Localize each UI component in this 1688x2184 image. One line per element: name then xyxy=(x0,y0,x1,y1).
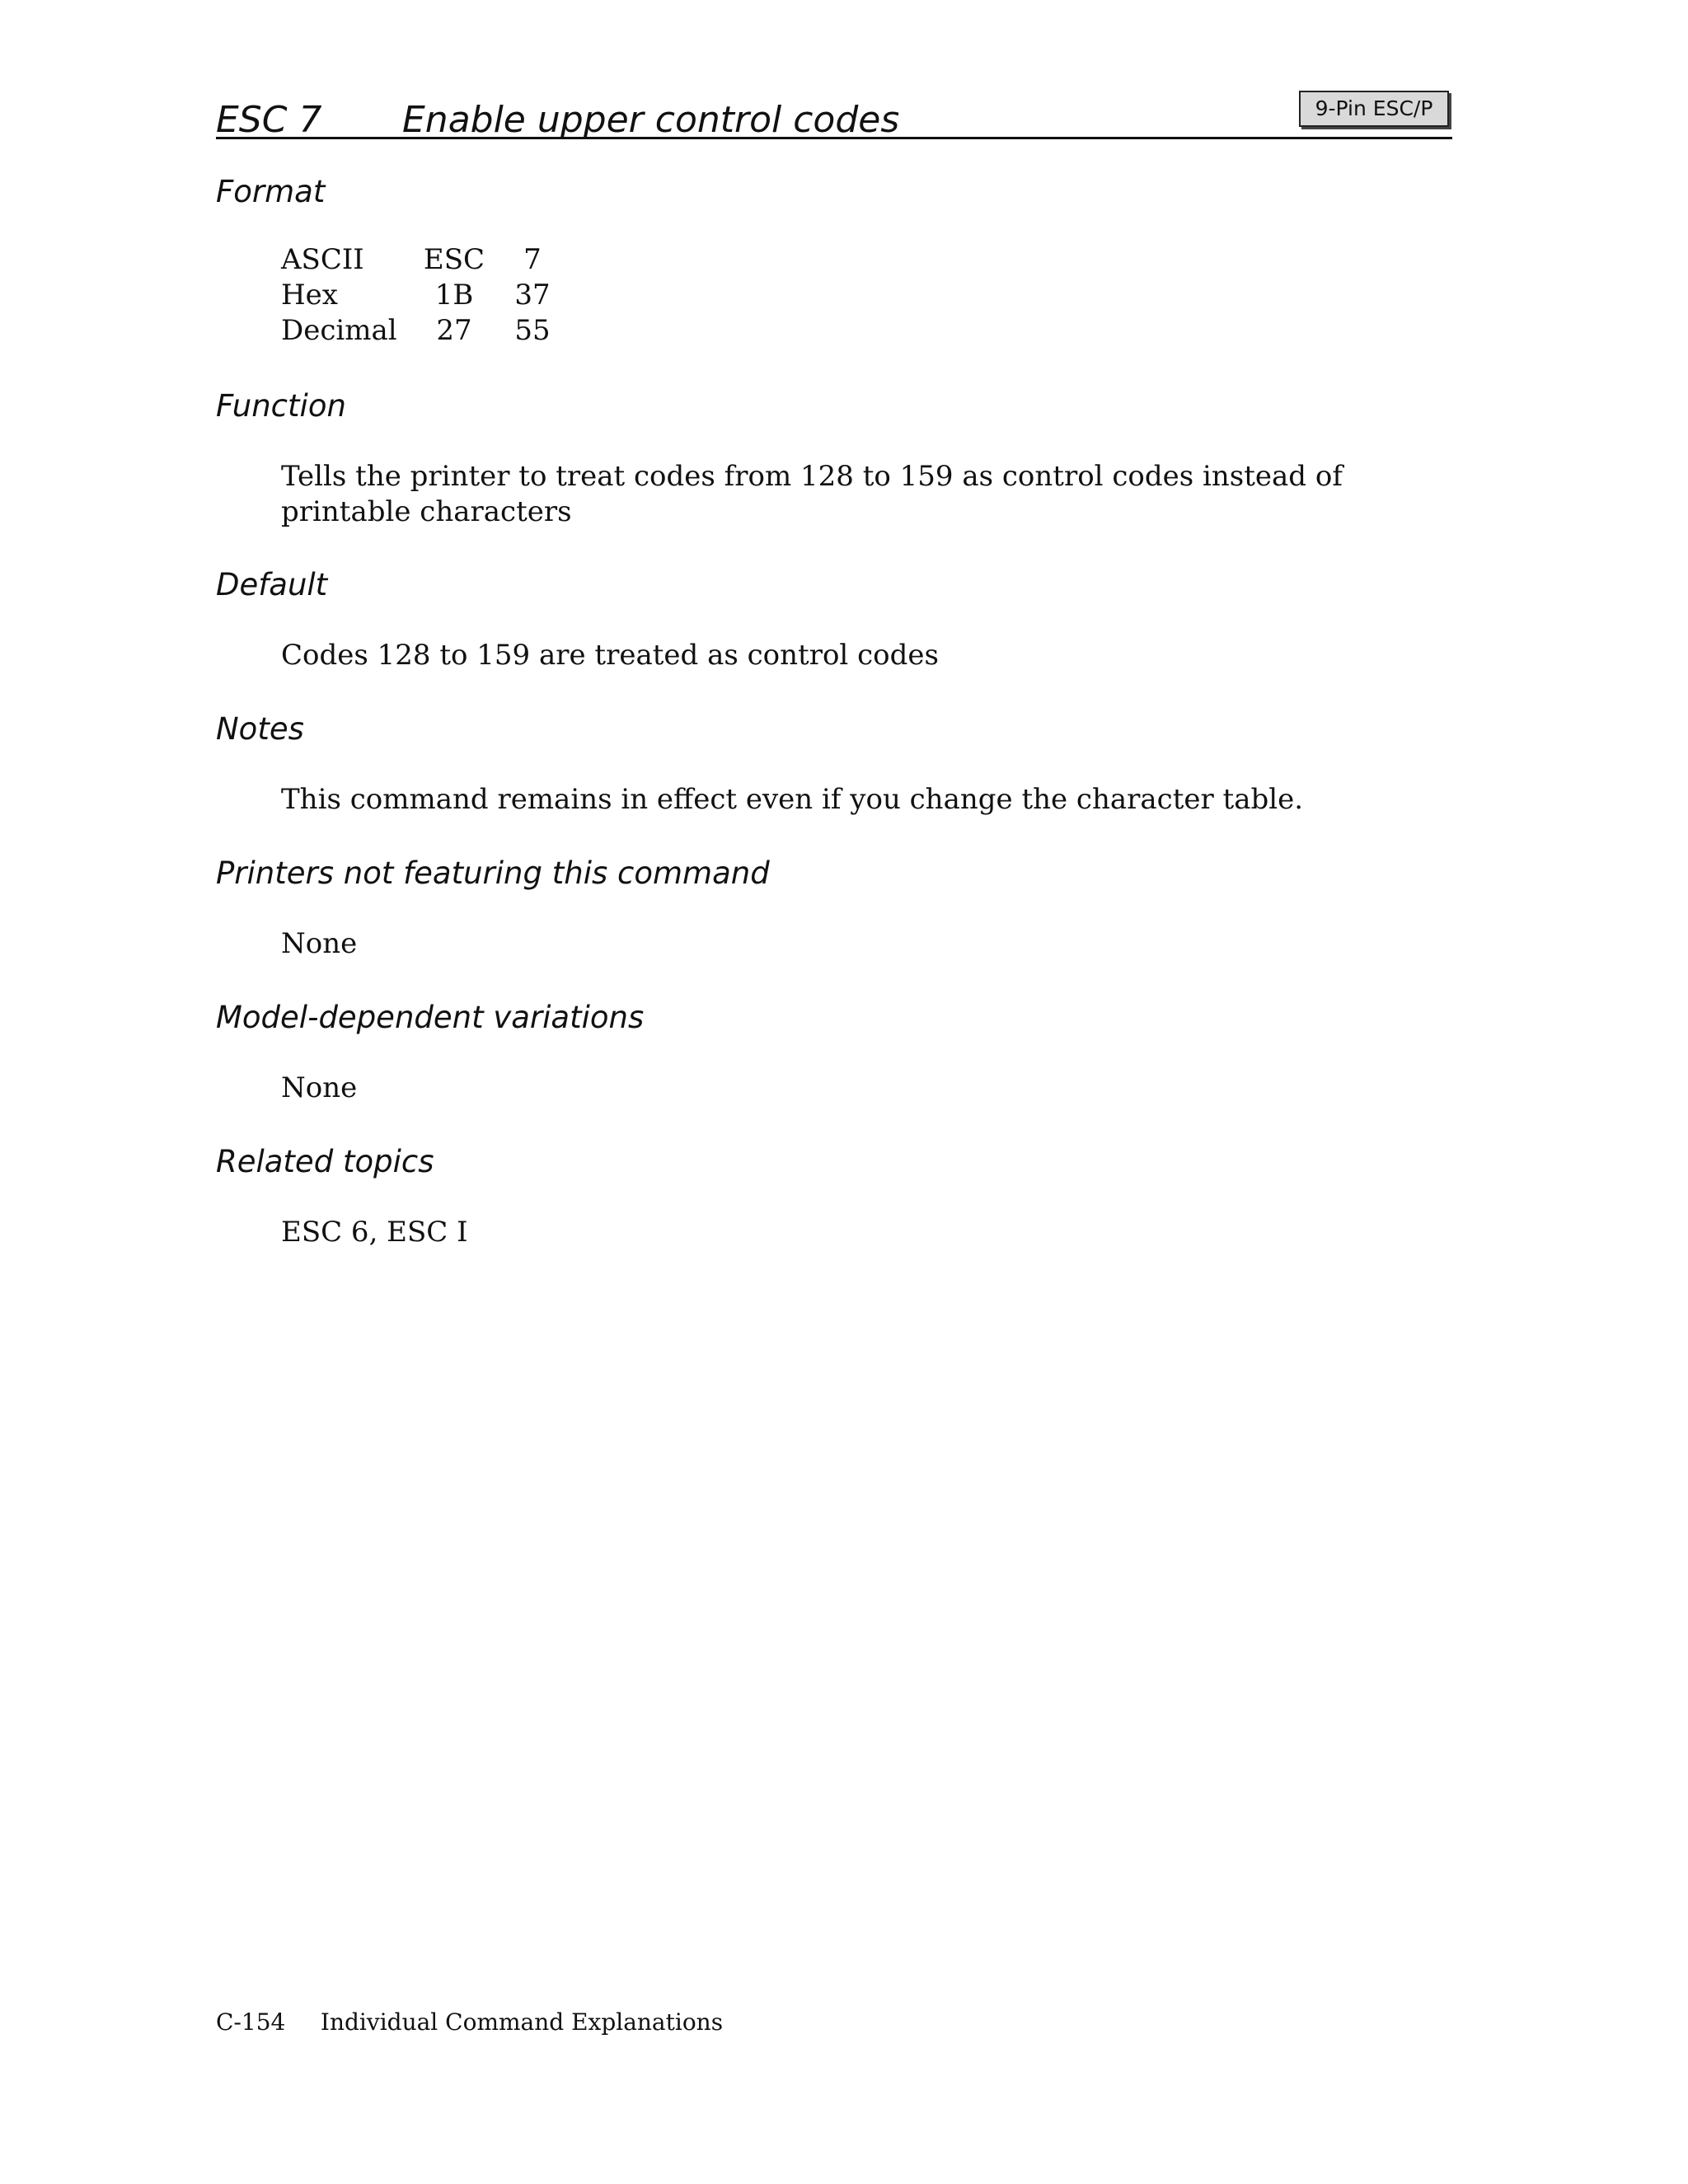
format-value: 37 xyxy=(514,278,551,312)
footer-section-title: Individual Command Explanations xyxy=(320,2008,724,2036)
format-heading: Format xyxy=(216,174,326,209)
model-variations-heading: Model-dependent variations xyxy=(216,1000,645,1035)
format-value: 1B xyxy=(434,278,474,312)
function-heading: Function xyxy=(216,388,346,424)
printer-type-badge: 9-Pin ESC/P xyxy=(1299,91,1449,127)
command-title: Enable upper control codes xyxy=(402,99,900,141)
related-topics-text: ESC 6, ESC I xyxy=(281,1216,468,1249)
table-row xyxy=(281,312,570,348)
function-text: Tells the printer to treat codes from 128 to 159 as control codes instead of printable characters xyxy=(281,460,1343,528)
format-value: 27 xyxy=(436,313,472,347)
format-value: 55 xyxy=(514,313,551,347)
notes-heading: Notes xyxy=(216,711,304,747)
format-label-decimal: Decimal xyxy=(281,313,397,347)
notes-text: This command remains in effect even if you change the character table. xyxy=(281,783,1304,816)
format-table xyxy=(281,241,570,348)
format-label-hex: Hex xyxy=(281,278,338,312)
related-topics-heading: Related topics xyxy=(216,1144,434,1179)
format-label-ascii: ASCII xyxy=(281,242,364,276)
page-header xyxy=(216,86,1452,139)
format-value: ESC xyxy=(423,242,485,276)
model-variations-text: None xyxy=(281,1071,358,1104)
printers-not-featuring-heading: Printers not featuring this command xyxy=(216,855,770,891)
page-number: C-154 xyxy=(216,2008,286,2036)
table-row xyxy=(281,241,570,277)
default-heading: Default xyxy=(216,567,328,602)
default-text: Codes 128 to 159 are treated as control codes xyxy=(281,639,939,672)
printers-not-featuring-text: None xyxy=(281,927,358,960)
page-footer xyxy=(216,2008,724,2036)
table-row xyxy=(281,277,570,312)
format-value: 7 xyxy=(523,242,542,276)
command-code: ESC 7 xyxy=(216,99,322,141)
